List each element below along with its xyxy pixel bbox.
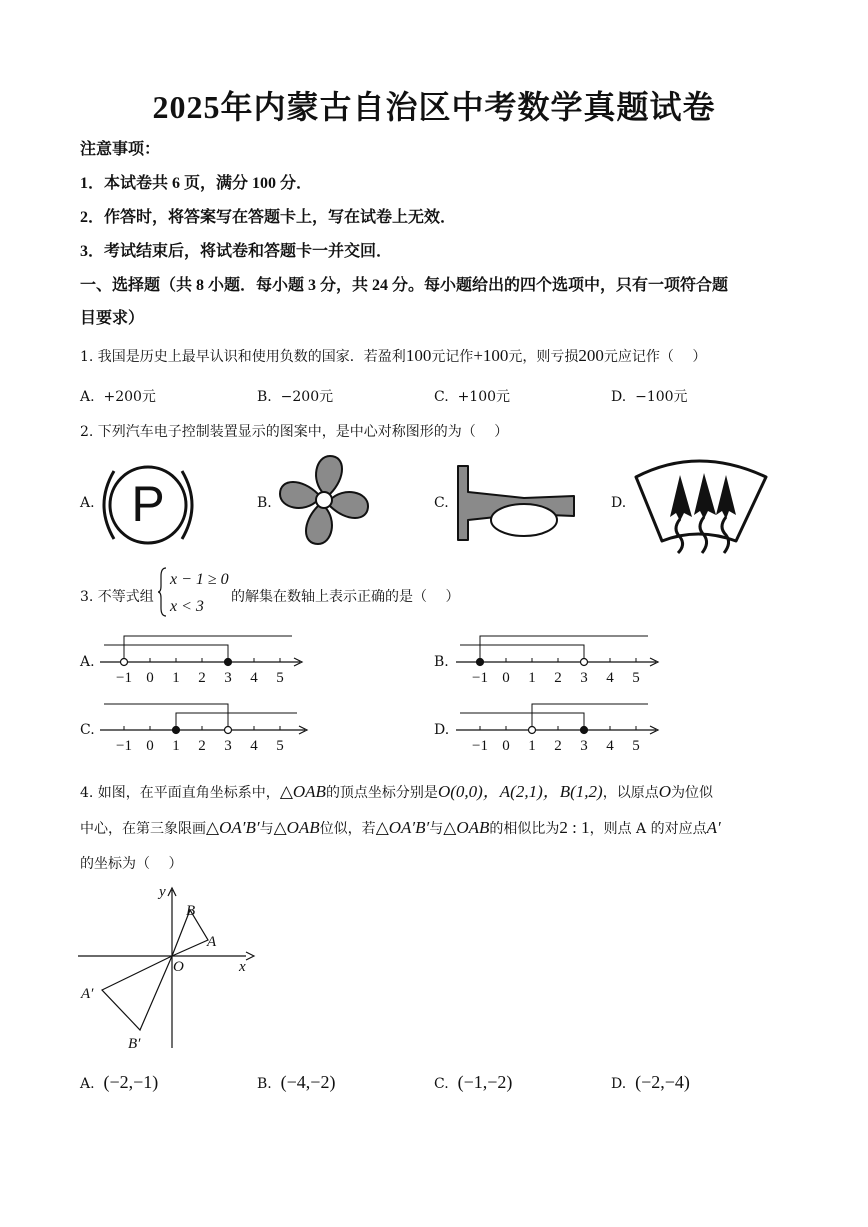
y-axis-label: y — [159, 884, 166, 900]
q2-option-b-label[interactable]: B. — [257, 495, 272, 511]
q2-option-c-label[interactable]: C. — [434, 495, 449, 511]
tick-label: 2 — [198, 738, 206, 752]
q1-option-d[interactable]: D. −100元 — [611, 389, 688, 405]
tick-label: 0 — [146, 738, 154, 752]
closed-point — [225, 659, 232, 666]
tick-label: 0 — [502, 670, 510, 684]
q2-option-a-label[interactable]: A. — [80, 495, 95, 511]
tick-label: 0 — [146, 670, 154, 684]
tick-label: 0 — [502, 738, 510, 752]
solution-ray-right — [460, 713, 584, 730]
tick-label: 1 — [528, 738, 536, 752]
q4-option-c[interactable]: C. (−1,−2) — [434, 1072, 513, 1092]
tick-label: 4 — [250, 670, 258, 684]
question-1: 1. 我国是历史上最早认识和使用负数的国家．若盈利100元记作+100元，则亏损200元应记作（ ） — [80, 346, 707, 365]
parking-letter: P — [131, 476, 165, 532]
tick-label: 4 — [606, 670, 614, 684]
q4-option-a[interactable]: A. (−2,−1) — [80, 1072, 159, 1092]
parking-brake-icon — [100, 455, 200, 555]
q4-option-d[interactable]: D. (−2,−4) — [611, 1072, 690, 1092]
tick-label: 4 — [250, 738, 258, 752]
q1-option-c[interactable]: C. +100元 — [434, 389, 511, 405]
q3-option-d-label[interactable]: D. — [434, 722, 450, 738]
tick-label: 1 — [528, 670, 536, 684]
solution-ray-left — [480, 636, 648, 662]
tick-label: 5 — [276, 738, 284, 752]
notice-item-1: 1．本试卷共 6 页，满分 100 分． — [80, 175, 313, 192]
number-line-a — [96, 628, 306, 684]
solution-ray-right — [104, 704, 228, 730]
question-3-suffix: 的解集在数轴上表示正确的是（ ） — [231, 589, 460, 605]
q1-option-b[interactable]: B. −200元 — [257, 389, 334, 405]
solution-ray-left — [124, 636, 292, 662]
page-title: 2025年内蒙古自治区中考数学真题试卷 — [152, 89, 716, 125]
tick-label: 3 — [224, 738, 232, 752]
tick-label: 3 — [224, 670, 232, 684]
q4-option-b[interactable]: B. (−4,−2) — [257, 1072, 336, 1092]
tick-label: 5 — [632, 738, 640, 752]
question-2: 2. 下列汽车电子控制装置显示的图案中，是中心对称图形的为（ ） — [80, 424, 509, 440]
tick-label: 4 — [606, 738, 614, 752]
tick-label: −1 — [116, 738, 132, 752]
notice-item-2: 2．作答时，将答案写在答题卡上，写在试卷上无效． — [80, 209, 457, 226]
open-point — [581, 659, 588, 666]
horn-icon — [454, 462, 579, 544]
question-4-line-3: 的坐标为（ ） — [80, 856, 183, 872]
point-b-label: B — [186, 903, 196, 919]
x-axis-label: x — [239, 959, 246, 975]
section-heading: 一、选择题（共 8 小题．每小题 3 分，共 24 分。每小题给出的四个选项中，只有一项符合题 — [80, 277, 729, 294]
notice-item-3: 3．考试结束后，将试卷和答题卡一并交回． — [80, 243, 393, 260]
tick-label: 5 — [632, 670, 640, 684]
q3-option-b-label[interactable]: B. — [434, 654, 449, 670]
fan-icon — [276, 450, 376, 552]
open-point — [121, 659, 128, 666]
tick-label: −1 — [472, 670, 488, 684]
closed-point — [173, 727, 180, 734]
tick-label: 1 — [172, 670, 180, 684]
closed-point — [581, 727, 588, 734]
question-3-prefix: 3. 不等式组 — [80, 589, 154, 605]
q1-option-a[interactable]: A. +200元 — [80, 389, 156, 405]
tick-label: 3 — [580, 738, 588, 752]
tick-label: −1 — [116, 670, 132, 684]
number-line-d — [452, 696, 662, 752]
open-point — [529, 727, 536, 734]
point-a-prime-label: A′ — [81, 986, 94, 1002]
inequality-system — [158, 566, 233, 618]
solution-ray-left — [532, 704, 648, 730]
open-point — [225, 727, 232, 734]
tick-label: 5 — [276, 670, 284, 684]
tick-label: 2 — [198, 670, 206, 684]
number-line-c — [96, 696, 311, 752]
rear-defrost-icon — [632, 455, 772, 555]
closed-point — [477, 659, 484, 666]
section-heading-cont: 目要求） — [80, 310, 145, 327]
point-b-prime-label: B′ — [128, 1036, 141, 1052]
solution-ray-left — [176, 713, 297, 730]
notice-heading: 注意事项： — [80, 141, 161, 158]
number-line-b — [452, 628, 662, 684]
point-a-label: A — [207, 934, 217, 950]
coordinate-figure — [76, 884, 256, 1052]
question-4-line-1: 4. 如图，在平面直角坐标系中，△OAB的顶点坐标分别是O(0,0)，A(2,1)，B(1,2)，以原点O为位似 — [80, 782, 713, 801]
tick-label: 2 — [554, 670, 562, 684]
tick-label: 2 — [554, 738, 562, 752]
tick-label: −1 — [472, 738, 488, 752]
origin-label: O — [173, 959, 184, 975]
q2-option-d-label[interactable]: D. — [611, 495, 627, 511]
svg-text:x < 3: x < 3 — [170, 598, 204, 615]
tick-label: 3 — [580, 670, 588, 684]
q3-option-c-label[interactable]: C. — [80, 722, 95, 738]
question-4-line-2: 中心，在第三象限画△OA′B′与△OAB位似，若△OA′B′与△OAB的相似比为2 : 1，则点 A 的对应点A′ — [80, 818, 721, 837]
q3-option-a-label[interactable]: A. — [80, 654, 95, 670]
tick-label: 1 — [172, 738, 180, 752]
svg-text:x − 1 ≥ 0: x − 1 ≥ 0 — [170, 571, 229, 588]
